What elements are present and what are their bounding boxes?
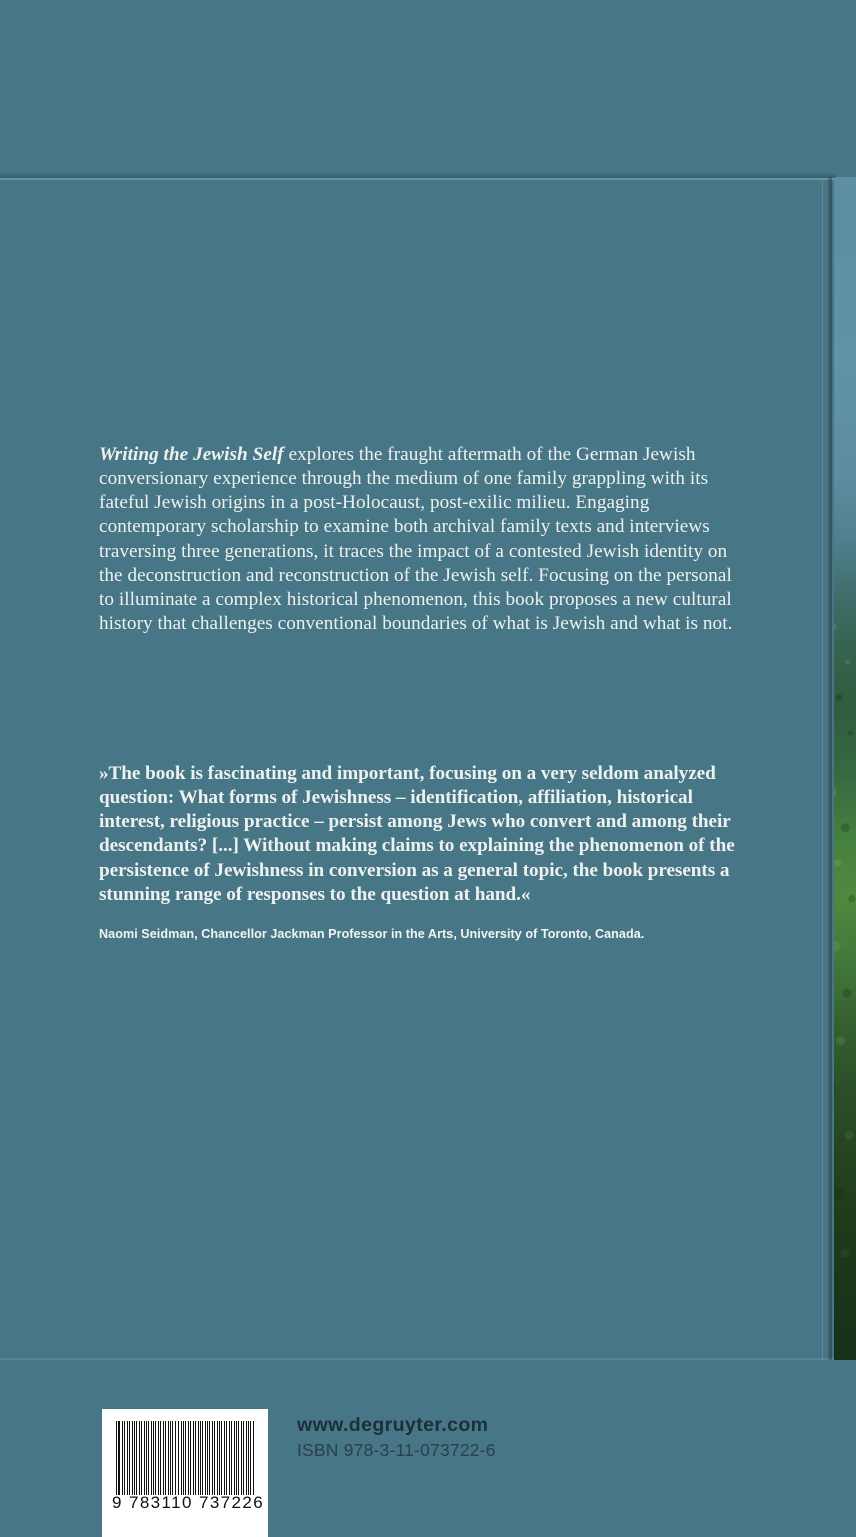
publisher-website[interactable]: www.degruyter.com	[297, 1414, 489, 1436]
book-blurb-text: explores the fraught aftermath of the German Jewish conversionary experience through the medium of one family grappling with its fateful Jewish origins in a post-Holocaust, post-exilic milieu. Engaging contemporary scholarship to examine both archival family texts and interviews traversing three generations, it traces the impact of a contested Jewish identity on the deconstruction and reconstruction of the Jewish self. Focusing on the personal to illuminate a complex historical phenomenon, this book proposes a new cultural history that challenges conventional boundaries of what is Jewish and what is not.	[99, 444, 733, 634]
book-back-cover	[0, 177, 834, 1512]
isbn-number: ISBN 978-3-11-073722-6	[297, 1440, 496, 1460]
book-blurb	[99, 443, 747, 636]
review-block	[99, 743, 751, 955]
review-quote: »The book is fascinating and important, focusing on a very seldom analyzed question: What forms of Jewishness – identification, affiliation, historical interest, religious practice – persist among Jews who convert and among their descendants? [...] Without making claims to explaining the phenomenon of the persistence of Jewishness in conversion as a general topic, the book presents a stunning range of responses to the question at hand.«	[99, 763, 735, 905]
review-attribution: Naomi Seidman, Chancellor Jackman Professor in the Arts, University of Toronto, Canada.	[99, 926, 645, 941]
book-title: Writing the Jewish Self	[99, 444, 284, 466]
cover-right-edge	[828, 177, 832, 1360]
barcode-panel	[102, 1409, 268, 1537]
barcode-digits: 9 783110 737226	[112, 1493, 265, 1512]
cover-top-highlight	[0, 178, 834, 181]
cover-right-inner-line	[822, 180, 823, 1360]
publisher-block	[297, 1413, 627, 1461]
barcode-bars	[116, 1421, 254, 1495]
